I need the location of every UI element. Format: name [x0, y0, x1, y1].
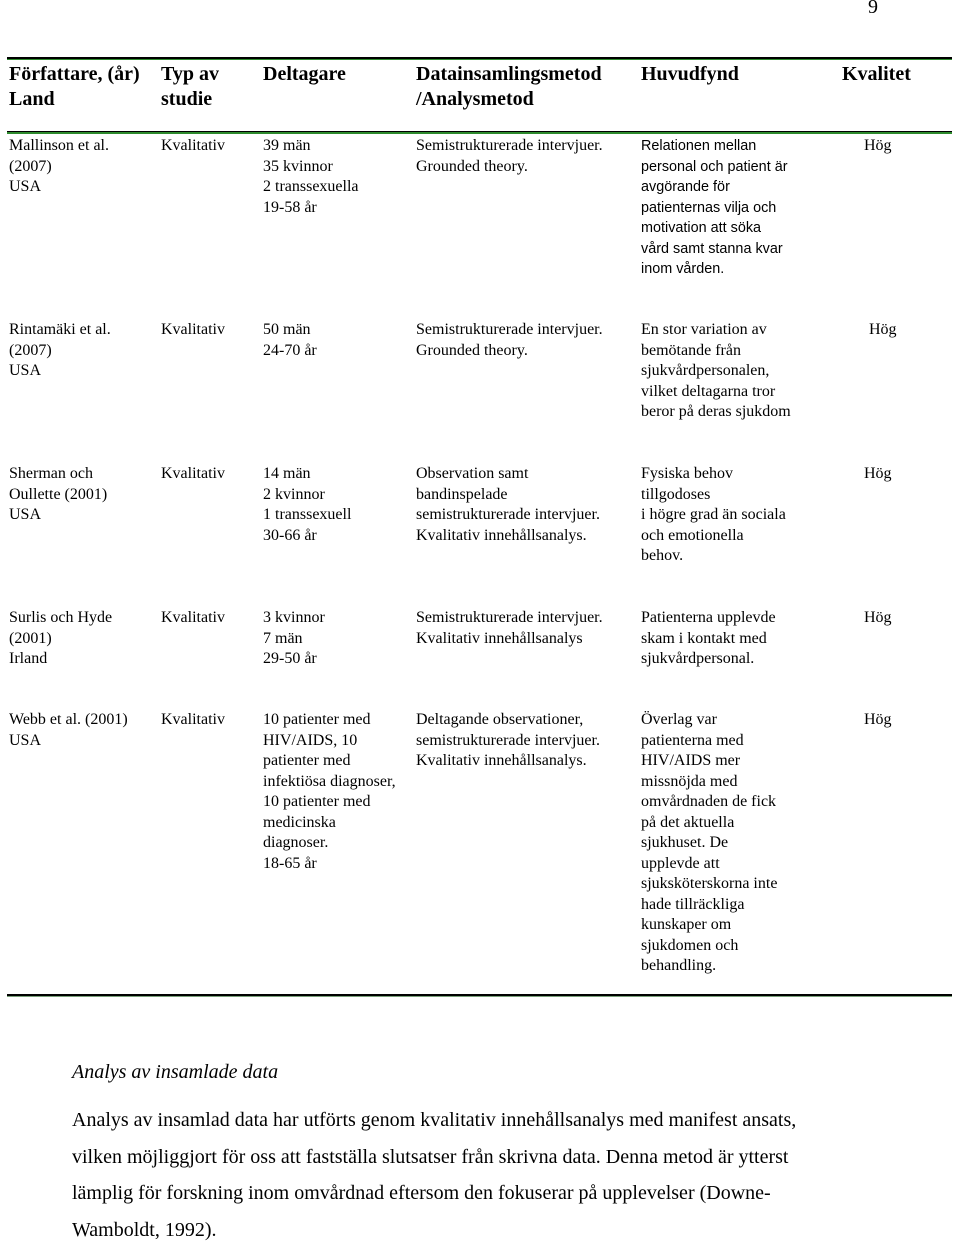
cell-line: inom vården.: [641, 260, 725, 277]
cell-line: 14 män: [263, 465, 311, 482]
cell-line: Rintamäki et al.: [9, 321, 111, 338]
cell-line: behov.: [641, 547, 684, 564]
author-cell: [9, 320, 159, 382]
cell-line: Fysiska behov: [641, 465, 733, 482]
cell-line: USA: [9, 362, 42, 379]
cell-line: HIV/AIDS mer: [641, 752, 741, 769]
cell-line: USA: [9, 731, 42, 749]
participants-cell: [263, 320, 415, 361]
cell-line: Kvalitativ: [161, 711, 225, 728]
cell-line: 30-66 år: [263, 526, 317, 544]
type-cell: [161, 710, 261, 731]
findings-cell: [641, 136, 804, 280]
cell-line: Kvalitativ innehållsanalys: [416, 629, 583, 647]
cell-line: Överlag var: [641, 711, 717, 728]
cell-line: kunskaper om: [641, 916, 732, 933]
table-bottom-rule: [7, 994, 952, 997]
header-line: studie: [161, 88, 213, 110]
cell-line: Kvalitativ: [161, 609, 225, 626]
header-line: Kvalitet: [842, 63, 911, 85]
cell-line: sjukvårdpersonal.: [641, 650, 755, 667]
cell-line: Patienterna upplevde: [641, 609, 776, 626]
findings-cell: [641, 464, 811, 567]
cell-line: avgörande för: [641, 178, 730, 195]
header-participants: [263, 62, 346, 87]
cell-line: 2 kvinnor: [263, 485, 325, 503]
author-cell: [9, 464, 159, 526]
cell-line: 29-50 år: [263, 650, 317, 667]
paragraph-line: lämplig för forskning inom omvårdnad eftersom den fokuserar på upplevelser (Downe-: [72, 1182, 771, 1205]
cell-line: Sherman och: [9, 465, 93, 482]
header-type: [161, 62, 219, 112]
findings-cell: [641, 608, 811, 670]
header-quality: [842, 62, 911, 87]
cell-line: Kvalitativ: [161, 321, 225, 338]
cell-line: patienter med: [263, 752, 351, 769]
header-line: /Analysmetod: [416, 88, 534, 110]
cell-line: upplevde att: [641, 854, 720, 872]
cell-line: semistrukturerade intervjuer.: [416, 731, 600, 749]
cell-line: tillgodoses: [641, 485, 711, 503]
participants-cell: [263, 608, 415, 670]
cell-line: Surlis och Hyde: [9, 609, 113, 626]
paragraph-line: Analys av insamlad data har utförts genom kvalitativ innehållsanalys med manifest ansats,: [72, 1109, 797, 1131]
cell-line: 7 män: [263, 629, 303, 647]
header-line: Datainsamlingsmetod: [416, 63, 602, 85]
quality-cell: Hög: [864, 137, 892, 154]
cell-line: semistrukturerade intervjuer.: [416, 506, 600, 523]
cell-line: patienterna med: [641, 731, 744, 749]
paragraph-line: Wamboldt, 1992).: [72, 1219, 217, 1242]
cell-line: USA: [9, 178, 42, 195]
cell-line: och emotionella: [641, 526, 744, 544]
type-cell: [161, 136, 261, 157]
header-bottom-rule: [7, 131, 952, 134]
cell-line: 24-70 år: [263, 341, 317, 359]
cell-line: Mallinson et al.: [9, 137, 109, 154]
cell-line: sjukdomen och: [641, 936, 739, 954]
table-top-rule: [7, 57, 952, 60]
cell-line: missnöjda med: [641, 772, 738, 790]
cell-line: 50 män: [263, 321, 311, 338]
cell-line: bemötande från: [641, 341, 741, 359]
header-method: [416, 62, 602, 112]
body-paragraph: [72, 1102, 862, 1249]
cell-line: hade tillräckliga: [641, 895, 745, 913]
cell-line: bandinspelade: [416, 485, 508, 503]
cell-line: beror på deras sjukdom: [641, 403, 791, 420]
cell-line: 18-65 år: [263, 854, 317, 872]
cell-line: på det aktuella: [641, 813, 735, 831]
type-cell: [161, 320, 261, 341]
method-cell: [416, 608, 641, 649]
cell-line: Irland: [9, 650, 48, 667]
cell-line: infektiösa diagnoser,: [263, 772, 396, 790]
participants-cell: [263, 136, 415, 218]
method-cell: [416, 320, 641, 361]
header-line: Författare, (år): [9, 63, 140, 85]
cell-line: vård samt stanna kvar: [641, 239, 783, 257]
cell-line: Kvalitativ: [161, 465, 225, 482]
cell-line: Relationen mellan: [641, 137, 757, 154]
cell-line: 39 män: [263, 137, 311, 154]
cell-line: diagnoser.: [263, 834, 329, 851]
quality-cell: Hög: [864, 711, 892, 728]
cell-line: Semistrukturerade intervjuer.: [416, 321, 603, 338]
cell-line: Semistrukturerade intervjuer.: [416, 609, 603, 626]
cell-line: (2007): [9, 341, 52, 359]
author-cell: [9, 710, 159, 751]
findings-cell: [641, 710, 811, 977]
cell-line: Grounded theory.: [416, 341, 528, 359]
cell-line: Kvalitativ innehållsanalys.: [416, 752, 587, 769]
findings-cell: [641, 320, 811, 423]
cell-line: 10 patienter med: [263, 711, 371, 728]
cell-line: sjukvårdpersonalen,: [641, 362, 770, 379]
cell-line: Deltagande observationer,: [416, 711, 584, 728]
cell-line: (2007): [9, 157, 52, 175]
method-cell: [416, 136, 641, 177]
cell-line: Kvalitativ: [161, 137, 225, 154]
cell-line: Semistrukturerade intervjuer.: [416, 137, 603, 154]
cell-line: 3 kvinnor: [263, 609, 325, 626]
cell-line: Webb et al. (2001): [9, 711, 128, 728]
cell-line: 35 kvinnor: [263, 157, 333, 175]
participants-cell: [263, 464, 415, 546]
method-cell: [416, 464, 641, 546]
quality-cell: Hög: [869, 321, 897, 338]
cell-line: Oullette (2001): [9, 485, 108, 503]
type-cell: [161, 608, 261, 629]
quality-cell: Hög: [864, 465, 892, 482]
participants-cell: [263, 710, 415, 874]
header-author: [9, 62, 140, 112]
page-number: 9: [868, 0, 878, 18]
section-heading: Analys av insamlade data: [72, 1061, 279, 1083]
cell-line: sjuksköterskorna inte: [641, 875, 778, 892]
cell-line: 10 patienter med: [263, 793, 371, 810]
cell-line: USA: [9, 506, 42, 523]
cell-line: 19-58 år: [263, 198, 317, 216]
header-line: Huvudfynd: [641, 63, 739, 85]
header-line: Typ av: [161, 63, 219, 85]
author-cell: [9, 608, 159, 670]
cell-line: behandling.: [641, 957, 717, 974]
type-cell: [161, 464, 261, 485]
header-line: Deltagare: [263, 63, 346, 85]
author-cell: [9, 136, 159, 198]
cell-line: 1 transsexuell: [263, 506, 352, 523]
cell-line: HIV/AIDS, 10: [263, 731, 358, 749]
paragraph-line: vilken möjliggjort för oss att fastställa slutsatser från skrivna data. Denna metod är ytterst: [72, 1145, 789, 1168]
cell-line: patienternas vilja och: [641, 198, 777, 216]
cell-line: vilket deltagarna tror: [641, 382, 776, 400]
cell-line: Observation samt: [416, 465, 529, 482]
cell-line: Grounded theory.: [416, 157, 528, 175]
header-findings: [641, 62, 739, 87]
cell-line: 2 transsexuella: [263, 178, 359, 195]
cell-line: skam i kontakt med: [641, 629, 767, 647]
cell-line: En stor variation av: [641, 321, 767, 338]
cell-line: personal och patient är: [641, 157, 788, 175]
cell-line: (2001): [9, 629, 52, 647]
header-line: Land: [9, 88, 55, 110]
cell-line: medicinska: [263, 813, 336, 831]
cell-line: sjukhuset. De: [641, 834, 729, 851]
cell-line: i högre grad än sociala: [641, 506, 786, 523]
cell-line: motivation att söka: [641, 219, 762, 236]
cell-line: omvårdnaden de fick: [641, 793, 777, 810]
method-cell: [416, 710, 641, 772]
quality-cell: Hög: [864, 609, 892, 626]
cell-line: Kvalitativ innehållsanalys.: [416, 526, 587, 544]
